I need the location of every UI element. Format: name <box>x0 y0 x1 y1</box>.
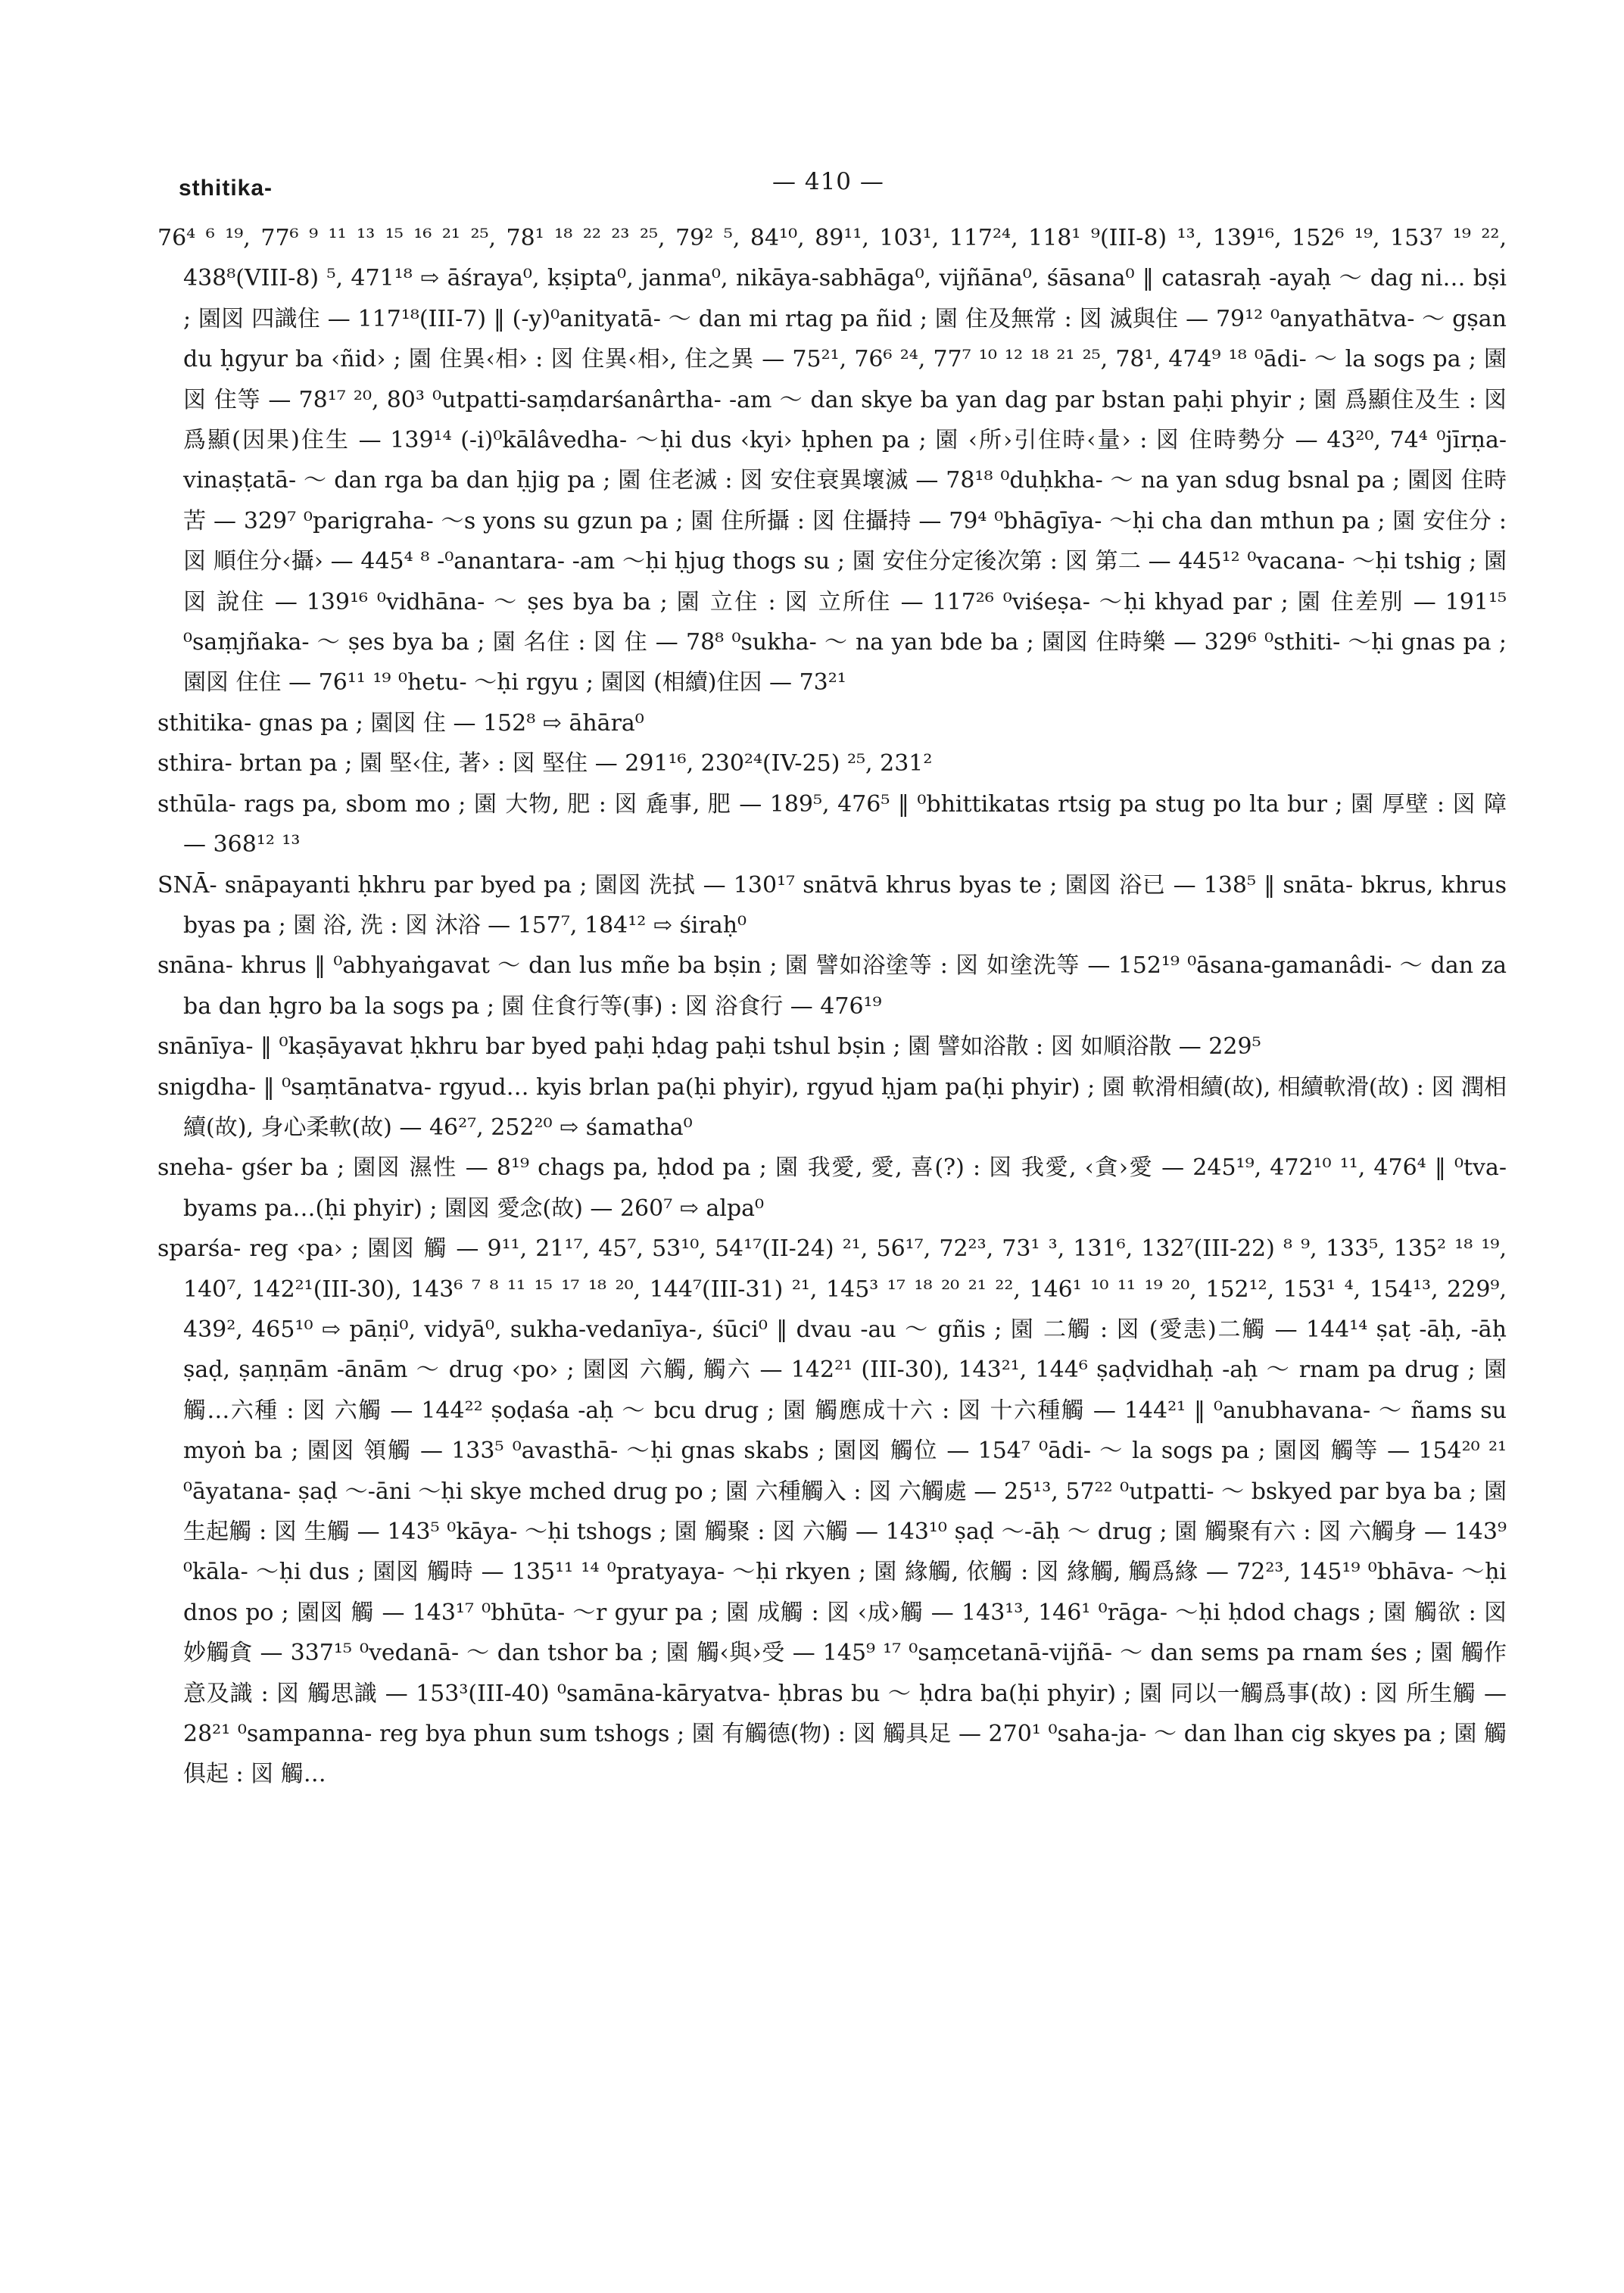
dictionary-body <box>157 218 1507 1795</box>
running-head: sthitika- <box>179 176 273 201</box>
entry-snaniya: snānīya- ‖ ⁰kaṣāyavat ḥkhru bar byed paḥi ḥdag paḥi tshul bṣin ; 園 譬如浴散 : 図 如順浴散 — 229⁵ <box>157 1033 1261 1061</box>
page-number: — 410 — <box>772 168 884 195</box>
entry-snana: snāna- khrus ‖ ⁰abhyaṅgavat ～ dan lus mñe ba bṣin ; 園 譬如浴塗等 : 図 如塗洗等 — 152¹⁹ ⁰āsana-gamanâdi- ～ dan za ba dan ḥgro ba la sogs pa ; 園 住食行等(事) : 図 浴食行 — 476¹⁹ <box>157 952 1507 1020</box>
entry-sna: SNĀ- snāpayanti ḥkhru par byed pa ; 園図 洗拭 — 130¹⁷ snātvā khrus byas te ; 園図 浴已 — 138⁵ ‖ snāta- bkrus, khrus byas pa ; 園 浴, 洗 : 図 沐浴 — 157⁷, 184¹² ⇨ śiraḥ⁰ <box>157 871 1507 939</box>
entry-sthitika-continued: 76⁴ ⁶ ¹⁹, 77⁶ ⁹ ¹¹ ¹³ ¹⁵ ¹⁶ ²¹ ²⁵, 78¹ ¹⁸ ²² ²³ ²⁵, 79² ⁵, 84¹⁰, 89¹¹, 103¹, 117²⁴, 118¹ ⁹(III-8) ¹³, 139¹⁶, 152⁶ ¹⁹, 153⁷ ¹⁹ ²², 438⁸(VIII-8) ⁵, 471¹⁸ ⇨ āśraya⁰, kṣipta⁰, janma⁰, nikāya-sabhāga⁰, vijñāna⁰, śāsana⁰ ‖ catasraḥ -ayaḥ ～ dag ni… bṣi ; 園図 四識住 — 117¹⁸(III-7) ‖ (-y)⁰anityatā- ～ dan mi rtag pa ñid ; 園 住及無常 : 図 滅與住 — 79¹² ⁰anyathātva- ～ gṣan du ḥgyur ba ‹ñid› ; 園 住異‹相› : 図 住異‹相›, 住之異 — 75²¹, 76⁶ ²⁴, 77⁷ ¹⁰ ¹² ¹⁸ ²¹ ²⁵, 78¹, 474⁹ ¹⁸ ⁰ādi- ～ la sogs pa ; 園図 住等 — 78¹⁷ ²⁰, 80³ ⁰utpatti-saṃdarśanârtha- -am ～ dan skye ba yan dag par bstan paḥi phyir ; 園 爲顯住及生 : 図 爲顯(因果)住生 — 139¹⁴ (-i)⁰kālâvedha- ～ḥi dus ‹kyi› ḥphen pa ; 園 ‹所›引住時‹量› : 図 住時勢分 — 43²⁰, 74⁴ ⁰jīrṇa-vinaṣṭatā- ～ dan rga ba dan ḥjig pa ; 園 住老滅 : 図 安住衰異壞滅 — 78¹⁸ ⁰duḥkha- ～ na yan sdug bsnal pa ; 園図 住時苦 — 329⁷ ⁰parigraha- ～s yons su gzun pa ; 園 住所攝 : 図 住攝持 — 79⁴ ⁰bhāgīya- ～ḥi cha dan mthun pa ; 園 安住分 : 図 順住分‹攝› — 445⁴ ⁸ -⁰anantara- -am ～ḥi ḥjug thogs su ; 園 安住分定後次第 : 図 第二 — 445¹² ⁰vacana- ～ḥi tshig ; 園図 說住 — 139¹⁶ ⁰vidhāna- ～ ṣes bya ba ; 園 立住 : 図 立所住 — 117²⁶ ⁰viśeṣa- ～ḥi khyad par ; 園 住差別 — 191¹⁵ ⁰saṃjñaka- ～ ṣes bya ba ; 園 名住 : 図 住 — 78⁸ ⁰sukha- ～ na yan bde ba ; 園図 住時樂 — 329⁶ ⁰sthiti- ～ḥi gnas pa ; 園図 住住 — 76¹¹ ¹⁹ ⁰hetu- ～ḥi rgyu ; 園図 (相續)住因 — 73²¹ <box>157 225 1507 696</box>
entry-sthula: sthūla- rags pa, sbom mo ; 園 大物, 肥 : 図 麁事, 肥 — 189⁵, 476⁵ ‖ ⁰bhittikatas rtsig pa stug po lta bur ; 園 厚壁 : 図 障 — 368¹² ¹³ <box>157 790 1507 858</box>
entry-sthira: sthira- brtan pa ; 園 堅‹住, 著› : 図 堅住 — 291¹⁶, 230²⁴(IV-25) ²⁵, 231² <box>157 750 933 777</box>
entry-sthitika: sthitika- gnas pa ; 園図 住 — 152⁸ ⇨ āhāra⁰ <box>157 709 644 737</box>
entry-snigdha: snigdha- ‖ ⁰saṃtānatva- rgyud… kyis brlan pa(ḥi phyir), rgyud ḥjam pa(ḥi phyir) ; 園 軟滑相續(故), 相續軟滑(故) : 図 潤相續(故), 身心柔軟(故) — 46²⁷, 252²⁰ ⇨ śamatha⁰ <box>157 1073 1507 1141</box>
entry-sneha: sneha- gśer ba ; 園図 濕性 — 8¹⁹ chags pa, ḥdod pa ; 園 我愛, 愛, 喜(?) : 図 我愛, ‹貪›愛 — 245¹⁹, 472¹⁰ ¹¹, 476⁴ ‖ ⁰tva- byams pa…(ḥi phyir) ; 園図 愛念(故) — 260⁷ ⇨ alpa⁰ <box>157 1154 1507 1222</box>
entry-sparsa: sparśa- reg ‹pa› ; 園図 觸 — 9¹¹, 21¹⁷, 45⁷, 53¹⁰, 54¹⁷(II-24) ²¹, 56¹⁷, 72²³, 73¹ ³, 131⁶, 132⁷(III-22) ⁸ ⁹, 133⁵, 135² ¹⁸ ¹⁹, 140⁷, 142²¹(III-30), 143⁶ ⁷ ⁸ ¹¹ ¹⁵ ¹⁷ ¹⁸ ²⁰, 144⁷(III-31) ²¹, 145³ ¹⁷ ¹⁸ ²⁰ ²¹ ²², 146¹ ¹⁰ ¹¹ ¹⁹ ²⁰, 152¹², 153¹ ⁴, 154¹³, 229⁹, 439², 465¹⁰ ⇨ pāṇi⁰, vidyā⁰, sukha-vedanīya-, śūci⁰ ‖ dvau -au ～ gñis ; 園 二觸 : 図 (愛恚)二觸 — 144¹⁴ ṣaṭ -āḥ, -āḥ ṣaḍ, ṣaṇṇām -ānām ～ drug ‹po› ; 園図 六觸, 觸六 — 142²¹ (III-30), 143²¹, 144⁶ ṣaḍvidhaḥ -aḥ ～ rnam pa drug ; 園 觸…六種 : 図 六觸 — 144²² ṣoḍaśa -aḥ ～ bcu drug ; 園 觸應成十六 : 図 十六種觸 — 144²¹ ‖ ⁰anubhavana- ～ ñams su myoṅ ba ; 園図 領觸 — 133⁵ ⁰avasthā- ～ḥi gnas skabs ; 園図 觸位 — 154⁷ ⁰ādi- ～ la sogs pa ; 園図 觸等 — 154²⁰ ²¹ ⁰āyatana- ṣaḍ ～-āni ～ḥi skye mched drug po ; 園 六種觸入 : 図 六觸處 — 25¹³, 57²² ⁰utpatti- ～ bskyed par bya ba ; 園 生起觸 : 図 生觸 — 143⁵ ⁰kāya- ～ḥi tshogs ; 園 觸聚 : 図 六觸 — 143¹⁰ ṣaḍ ～-āḥ ～ drug ; 園 觸聚有六 : 図 六觸身 — 143⁹ ⁰kāla- ～ḥi dus ; 園図 觸時 — 135¹¹ ¹⁴ ⁰pratyaya- ～ḥi rkyen ; 園 緣觸, 依觸 : 図 緣觸, 觸爲緣 — 72²³, 145¹⁹ ⁰bhāva- ～ḥi dnos po ; 園図 觸 — 143¹⁷ ⁰bhūta- ～r gyur pa ; 園 成觸 : 図 ‹成›觸 — 143¹³, 146¹ ⁰rāga- ～ḥi ḥdod chags ; 園 觸欲 : 図 妙觸貪 — 337¹⁵ ⁰vedanā- ～ dan tshor ba ; 園 觸‹與›受 — 145⁹ ¹⁷ ⁰saṃcetanā-vijñā- ～ dan sems pa rnam śes ; 園 觸作意及識 : 図 觸思識 — 153³(III-40) ⁰samāna-kāryatva- ḥbras bu ～ ḥdra ba(ḥi phyir) ; 園 同以一觸爲事(故) : 図 所生觸 — 28²¹ ⁰sampanna- reg bya phun sum tshogs ; 園 有觸德(物) : 図 觸具足 — 270¹ ⁰saha-ja- ～ dan lhan cig skyes pa ; 園 觸俱起 : 図 觸… <box>157 1235 1507 1788</box>
